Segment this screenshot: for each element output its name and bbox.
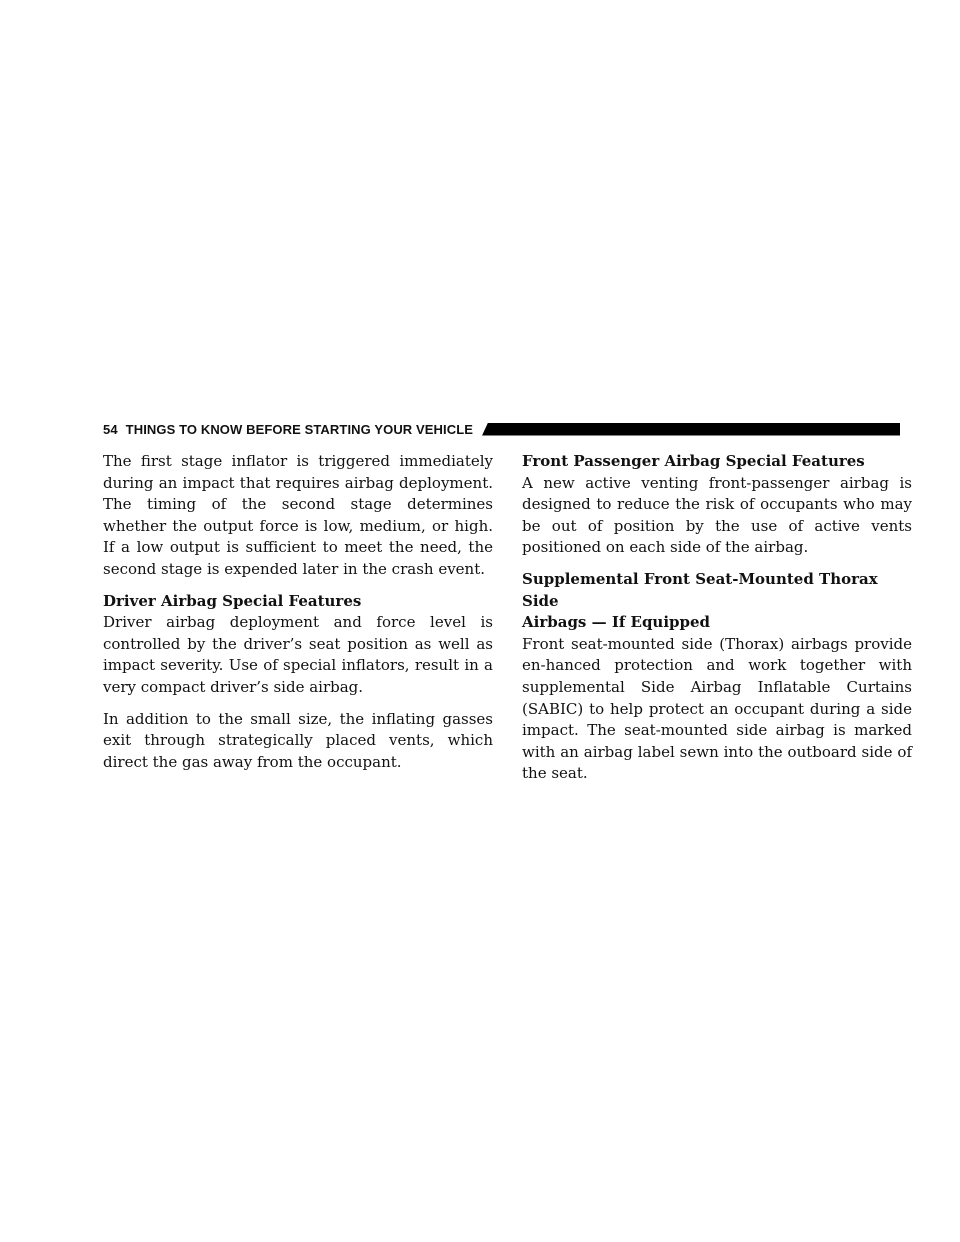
heading-thorax-line-1: Supplemental Front Seat-Mounted Thorax Side [522, 569, 878, 610]
page-number: 54 [103, 421, 118, 437]
paragraph-front-passenger-airbag: A new active venting front-passenger airbag is designed to reduce the risk of occupants who may be out of position by the use of active vents positioned on each side of the airbag. [522, 473, 912, 557]
paragraph-thorax-side-airbags: Front seat-mounted side (Thorax) airbags provide en-hanced protection and work together with supplemental Side Airbag Inflatable Curtains (SABIC) to help protect an occupant during a side impact. The seat-mounted side airbag is marked with an airbag label sewn into the outboard side of the seat. [522, 634, 912, 783]
paragraph-driver-airbag: Driver airbag deployment and force level is controlled by the driver’s seat position as well as impact severity. Use of special inflators, result in a very compact driver’s side airbag. [103, 613, 493, 696]
heading-driver-airbag: Driver Airbag Special Features [103, 591, 362, 610]
right-column [522, 451, 912, 795]
section-title: THINGS TO KNOW BEFORE STARTING YOUR VEHICLE [125, 421, 474, 437]
left-column [103, 451, 493, 783]
paragraph-inflating-gasses: In addition to the small size, the inflating gasses exit through strategically placed vents, which direct the gas away from the occupant. [103, 709, 493, 771]
header-rule-bar [482, 423, 900, 436]
heading-thorax-line-2: Airbags — If Equipped [522, 613, 711, 632]
heading-front-passenger-airbag: Front Passenger Airbag Special Features [522, 452, 865, 470]
page-header [103, 419, 900, 439]
heading-thorax-side-airbags [522, 569, 912, 634]
paragraph-inflator-stages: The first stage inflator is triggered immediately during an impact that requires airbag deployment. The timing of the second stage determines whether the output force is low, medium, or high. If a low output is sufficient to meet the need, the second stage is expended later in the crash event. [103, 452, 493, 578]
